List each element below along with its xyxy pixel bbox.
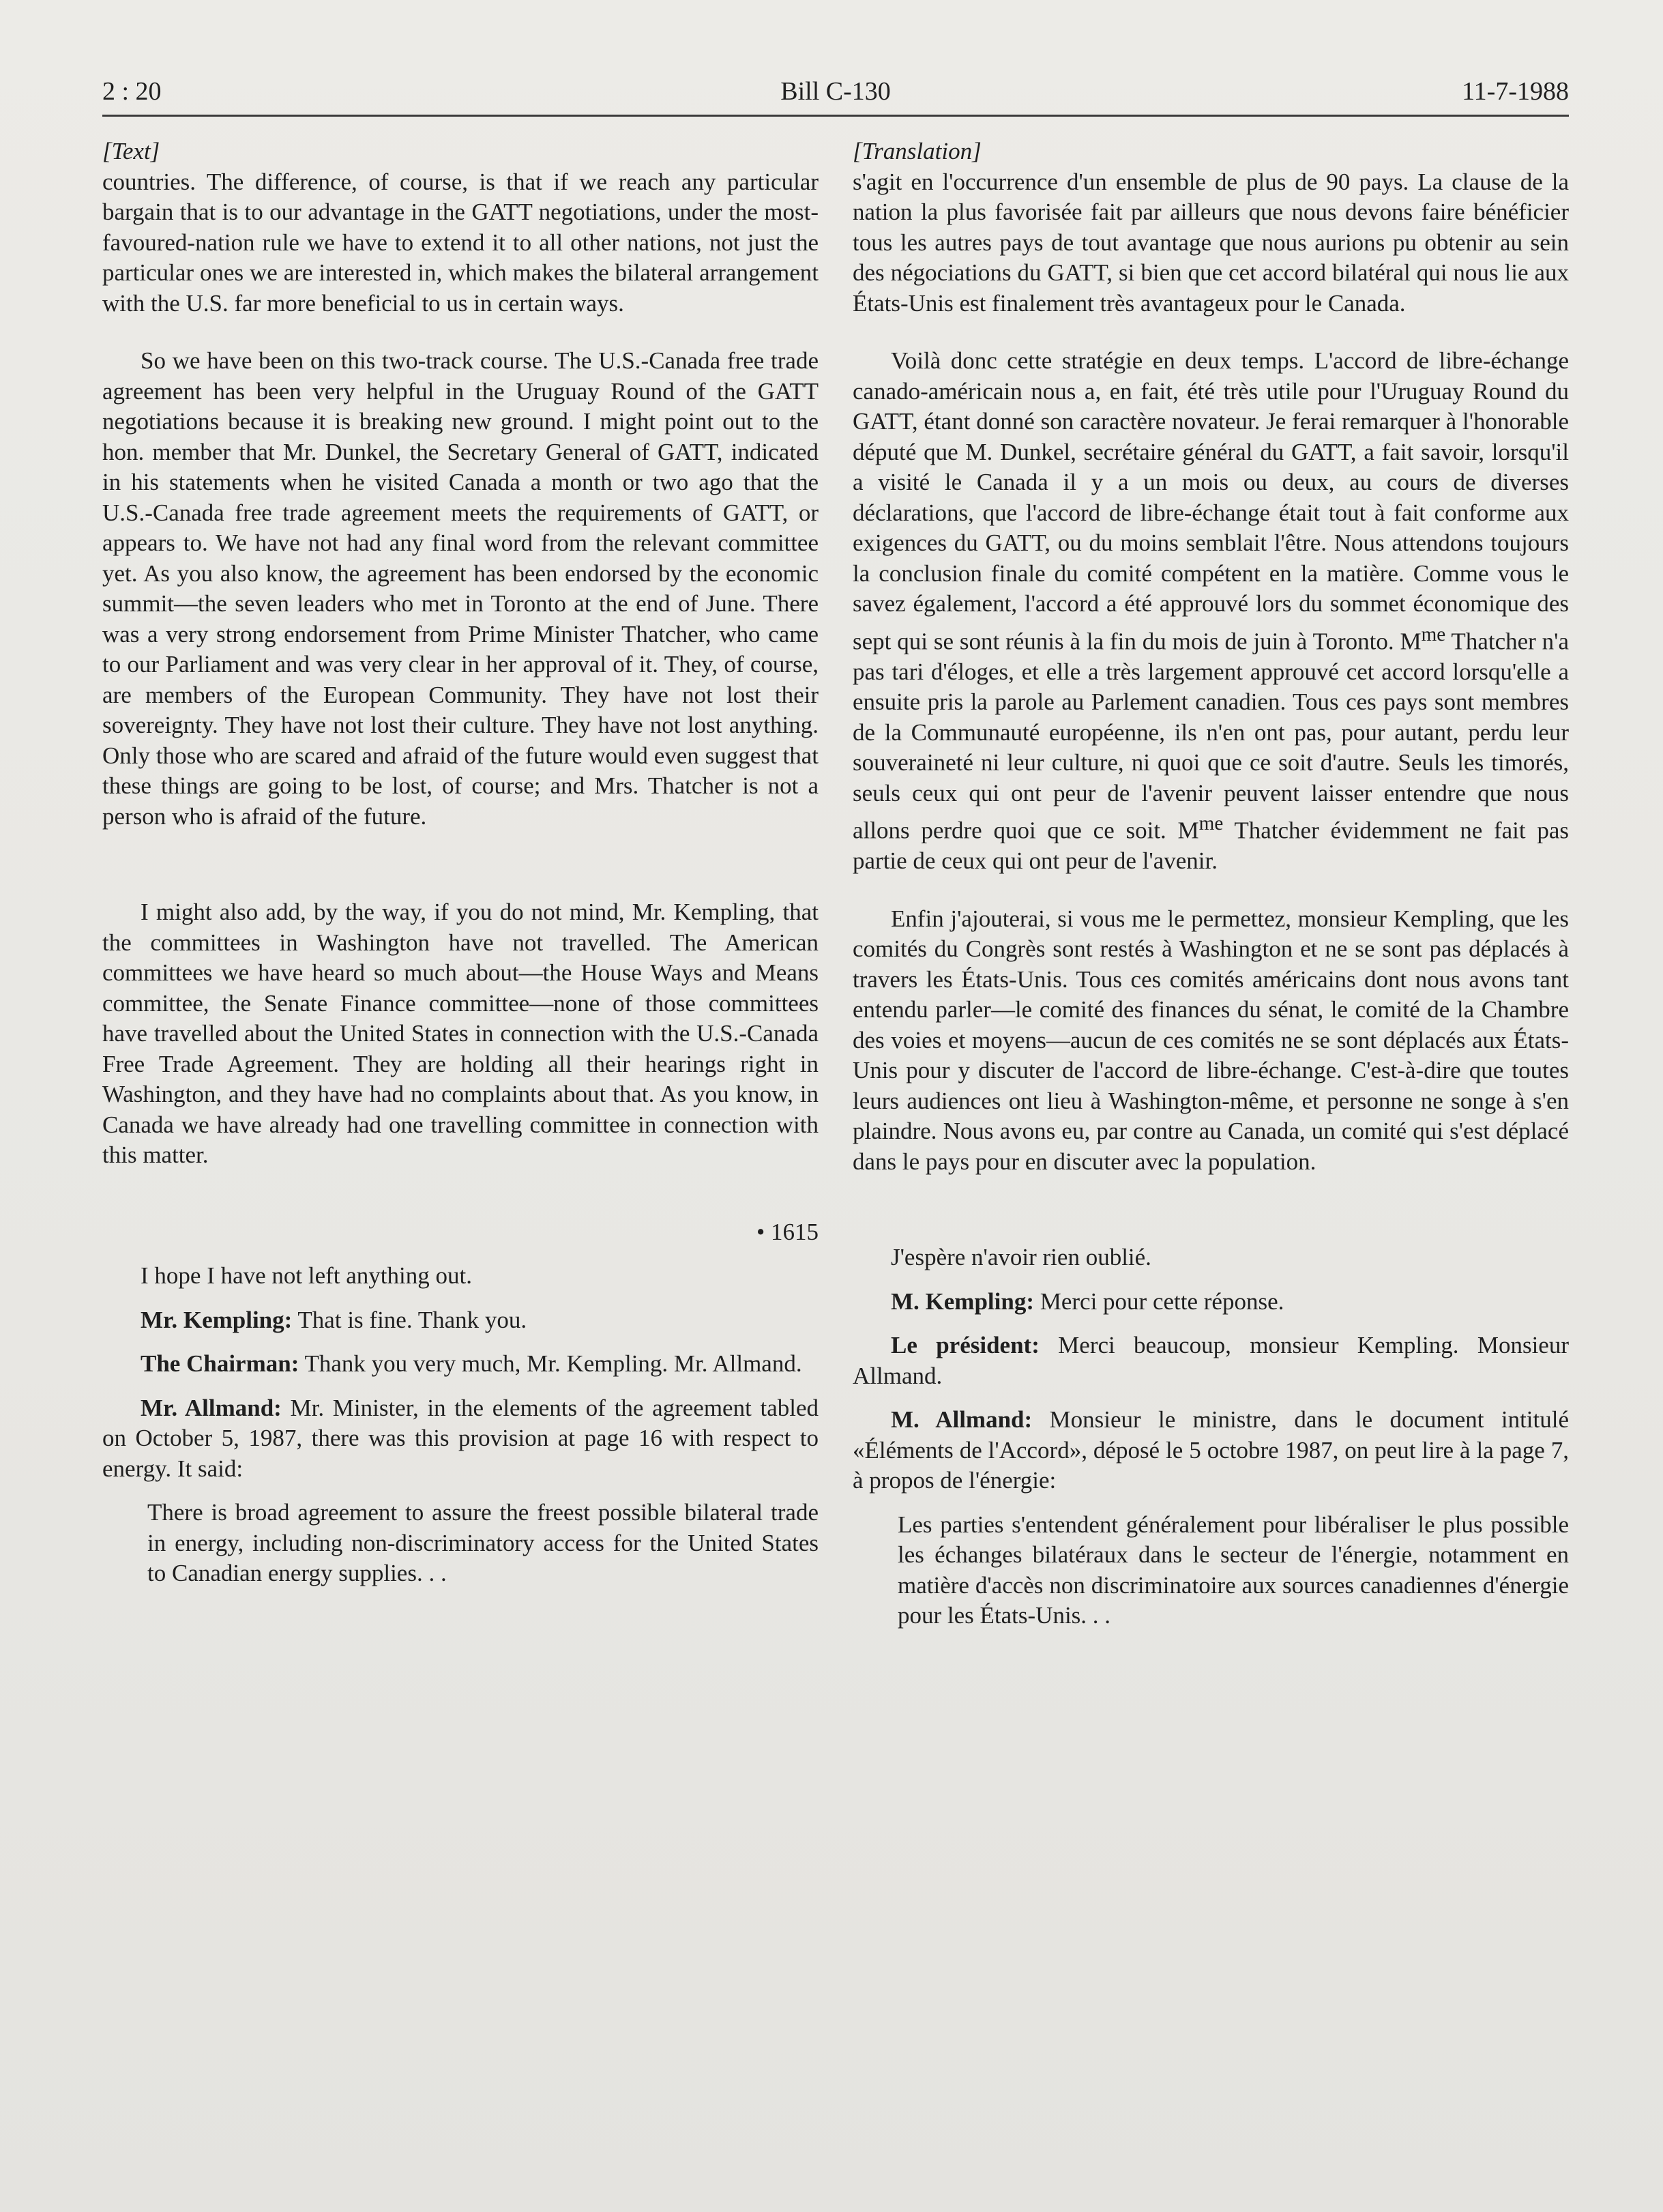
speaker-name: Mr. Kempling: <box>141 1306 293 1333</box>
speech-president <box>853 1330 1569 1391</box>
superscript-me: me <box>1198 813 1224 835</box>
speech-text: Merci pour cette réponse. <box>1033 1287 1284 1315</box>
paragraph-committees: I might also add, by the way, if you do not mind, Mr. Kempling, that the committees in Washington have not travelled. The American committees we have heard so much about—the House Ways and Means committee, the Senate Finance committee—none of those committees have travelled about the United States in connection with the U.S.-Canada Free Trade Agreement. They are holding all their hearings right in Washington, and they have had no complaints about that. As you know, in Canada we have already had one travelling committee in connection with this matter. <box>102 899 819 1168</box>
speech-text: Mr. Minister, in the elements of the agreement tabled on October 5, 1987, there was this provision at page 16 with respect to energy. It said: <box>102 1394 819 1482</box>
french-column <box>853 136 1569 1631</box>
speech-allmand <box>853 1405 1569 1496</box>
paragraph-part: Thatcher n'a pas tari d'éloges, et elle a très largement approuvé cet accord lorsqu'elle a ensuite pris la parole au Parlement canadien. Tous ces pays sont membres de la Communauté européenne, ils n'en ont pas, pour autant, perdu leur souveraineté ni leur culture, ni quoi que ce soit d'autre. Seuls les timorés, seuls ceux qui ont peur de l'avenir peuvent laisser entendre que nous allons perdre quoi que ce soit. M <box>853 628 1570 844</box>
paragraph-part: Thatcher évidemment ne fait pas partie de ceux qui ont peur de l'avenir. <box>853 817 1569 875</box>
paragraph-oublie: J'espère n'avoir rien oublié. <box>891 1244 1151 1271</box>
speech-allmand <box>102 1393 819 1485</box>
header-rule <box>102 115 1569 117</box>
text-label: [Text] <box>102 138 160 164</box>
speech-kempling <box>102 1305 819 1336</box>
paragraph-continuation: s'agit en l'occurrence d'un ensemble de plus de 90 pays. La clause de la nation la plus favorisée fait par ailleurs que nous devons faire bénéficier tous les autres pays de tout avantage que nous aurions pu obtenir au sein des négociations du GATT, si bien que cet accord bilatéral qui nous lie aux États-Unis est finalement très avantageux pour le Canada. <box>853 168 1569 317</box>
paragraph-two-track: So we have been on this two-track course. The U.S.-Canada free trade agreement has been very helpful in the Uruguay Round of the GATT negotiations because it is breaking new ground. I might point out to the hon. member that Mr. Dunkel, the Secretary General of GATT, indicated in his statements when he visited Canada a month or two ago that the U.S.-Canada free trade agreement meets the requirements of GATT, or appears to. We have not had any final word from the relevant committee yet. As you also know, the agreement has been endorsed by the economic summit—the seven leaders who met in Toronto at the end of June. There was a very strong endorsement from Prime Minister Thatcher, who came to our Parliament and was very clear in her approval of it. They, of course, are members of the European Community. They have not lost their sovereignty. They have not lost their culture. They have not lost anything. Only those who are scared and afraid of the future would even suggest that these things are going to be lost, of course; and Mrs. Thatcher is not a person who is afraid of the future. <box>102 347 819 830</box>
running-header <box>102 76 1569 117</box>
speaker-name: The Chairman: <box>141 1350 299 1377</box>
paragraph-continuation: countries. The difference, of course, is that if we reach any particular bargain that is to our advantage in the GATT negotiations, under the most-favoured-nation rule we have to extend it to all other nations, not just the particular ones we are interested in, which makes the bilateral arrangement with the U.S. far more beneficial to us in certain ways. <box>102 168 819 317</box>
bill-title: Bill C-130 <box>780 77 891 106</box>
speech-chairman <box>102 1349 819 1380</box>
paragraph-left-out: I hope I have not left anything out. <box>141 1262 472 1289</box>
translation-label: [Translation] <box>853 138 982 164</box>
paragraph-part: Voilà donc cette stratégie en deux temps. L'accord de libre-échange canado-américain nous a, en fait, été très utile pour l'Uruguay Round du GATT, étant donné son caractère novateur. Je ferai remarquer à l'honorable député que M. Dunkel, secrétaire général du GATT, a fait savoir, lorsqu'il a visité le Canada il y a un mois ou deux, au cours de diverses déclarations, que l'accord de libre-échange était tout à fait conforme aux exigences du GATT, ou du moins semblait l'être. Nous attendons toujours la conclusion finale du comité compétent en la matière. Comme vous le savez également, l'accord a été approuvé lors du sommet économique des sept qui se sont réunis à la fin du mois de juin à Toronto. M <box>853 347 1569 655</box>
english-column <box>102 136 819 1589</box>
speaker-name: M. Allmand: <box>891 1406 1033 1434</box>
superscript-me: me <box>1421 623 1446 645</box>
speaker-name: Le président: <box>891 1332 1040 1359</box>
speech-text: Merci beaucoup, monsieur Kempling. Monsieur Allmand. <box>853 1332 1569 1389</box>
time-marker: • 1615 <box>756 1218 819 1245</box>
speech-text: Monsieur le ministre, dans le document intitulé «Éléments de l'Accord», déposé le 5 octobre 1987, on peut lire à la page 7, à propos de l'énergie: <box>853 1406 1569 1494</box>
block-quote: There is broad agreement to assure the freest possible bilateral trade in energy, including non-discriminatory access for the United States to Canadian energy supplies. . . <box>147 1499 819 1586</box>
speaker-name: Mr. Allmand: <box>141 1394 282 1421</box>
speech-text: That is fine. Thank you. <box>292 1306 527 1333</box>
speech-kempling <box>853 1287 1569 1318</box>
block-quote: Les parties s'entendent généralement pour libéraliser le plus possible les échanges bilatéraux dans le secteur de l'énergie, notamment en matière d'accès non discriminatoire aux sources canadiennes d'énergie pour les États-Unis. . . <box>898 1511 1569 1629</box>
page-reference: 2 : 20 <box>102 77 162 106</box>
paragraph-strategie <box>853 346 1569 877</box>
speech-text: Thank you very much, Mr. Kempling. Mr. Allmand. <box>299 1350 802 1377</box>
sitting-date: 11-7-1988 <box>1462 77 1569 106</box>
paragraph-comites: Enfin j'ajouterai, si vous me le permettez, monsieur Kempling, que les comités du Congrès sont restés à Washington et ne se sont pas déplacés à travers les États-Unis. Tous ces comités américains dont nous avons tant entendu parler—le comité des finances du sénat, le comité de la Chambre des voies et moyens—aucun de ces comités ne se sont déplacés aux États-Unis pour y discuter de l'accord de libre-échange. C'est-à-dire que toutes leurs audiences ont lieu à Washington-même, et personne ne songe à s'en plaindre. Nous avons eu, par contre au Canada, un comité qui s'est déplacé dans le pays pour en discuter avec la population. <box>853 905 1569 1175</box>
speaker-name: M. Kempling: <box>891 1287 1034 1315</box>
